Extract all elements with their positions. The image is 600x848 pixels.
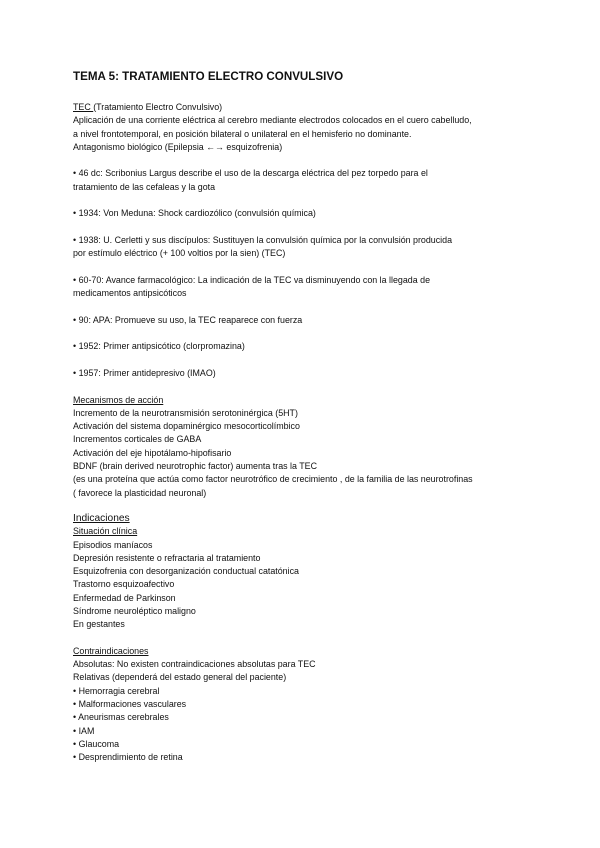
tec-definition-heading (73, 101, 543, 114)
history-item-cont: por estímulo eléctrico (+ 100 voltios por la sien) (TEC) (73, 248, 286, 259)
indication-item: Enfermedad de Parkinson (73, 592, 176, 603)
mechanisms-heading: Mecanismos de acción (73, 394, 164, 405)
mechanisms-section (73, 394, 543, 500)
mechanism-item: BDNF (brain derived neurotrophic factor) aumenta tras la TEC (73, 461, 318, 472)
indication-item: En gestantes (73, 619, 125, 630)
mechanism-item: Incremento de la neurotransmisión serotoninérgica (5HT) (73, 407, 298, 418)
tec-desc-line: Aplicación de una corriente eléctrica al cerebro mediante electrodos colocados en el cuero cabelludo, (73, 115, 472, 126)
history-item-cont: tratamiento de las cefaleas y la gota (73, 181, 216, 192)
contraindication-item: • IAM (73, 725, 95, 736)
indication-item: Esquizofrenia con desorganización conductual catatónica (73, 566, 299, 577)
contraindications-heading: Contraindicaciones (73, 645, 149, 656)
page-title: TEMA 5: TRATAMIENTO ELECTRO CONVULSIVO (73, 70, 344, 83)
mechanism-item: Incrementos corticales de GABA (73, 434, 202, 445)
history-item: • 1934: Von Meduna: Shock cardiozólico (convulsión química) (73, 208, 316, 219)
mechanism-item: (es una proteína que actúa como factor neurotrófico de crecimiento , de la familia de las neurotrofinas (73, 474, 473, 485)
mechanism-item: Activación del eje hipotálamo-hipofisario (73, 447, 232, 458)
tec-section (73, 101, 543, 154)
contraindications-relative: Relativas (dependerá del estado general del paciente) (73, 672, 287, 683)
indication-item: Depresión resistente o refractaria al tratamiento (73, 552, 261, 563)
contraindications-section (73, 645, 543, 765)
indication-item: Trastorno esquizoafectivo (73, 579, 175, 590)
mechanism-item: Activación del sistema dopaminérgico mesocorticolímbico (73, 421, 300, 432)
history-item: • 1952: Primer antipsicótico (clorpromazina) (73, 341, 245, 352)
tec-term-rest: (Tratamiento Electro Convulsivo) (93, 102, 223, 112)
contraindication-item: • Desprendimiento de retina (73, 752, 183, 763)
contraindications-absolute: Absolutas: No existen contraindicaciones absolutas para TEC (73, 659, 316, 670)
history-item: • 1938: U. Cerletti y sus discípulos: Sustituyen la convulsión química por la convulsión producida (73, 234, 453, 245)
indication-item: Síndrome neuroléptico maligno (73, 605, 196, 616)
history-item-cont: medicamentos antipsicóticos (73, 288, 187, 299)
document-page (73, 70, 543, 765)
contraindication-item: • Malformaciones vasculares (73, 699, 187, 710)
contraindication-item: • Glaucoma (73, 738, 120, 749)
history-item: • 60-70: Avance farmacológico: La indicación de la TEC va disminuyendo con la llegada de (73, 274, 431, 285)
history-section (73, 167, 543, 380)
history-item: • 1957: Primer antidepresivo (IMAO) (73, 367, 216, 378)
indication-item: Episodios maníacos (73, 539, 153, 550)
history-item: • 46 dc: Scribonius Largus describe el uso de la descarga eléctrica del pez torpedo para el (73, 168, 428, 179)
indications-section (73, 512, 543, 632)
contraindication-item: • Hemorragia cerebral (73, 685, 160, 696)
mechanism-item: ( favorece la plasticidad neuronal) (73, 487, 207, 498)
tec-desc-line: a nivel frontotemporal, en posición bilateral o unilateral en el hemisferio no dominante. (73, 128, 412, 139)
indications-subheading: Situación clínica (73, 526, 138, 537)
history-item: • 90: APA: Promueve su uso, la TEC reaparece con fuerza (73, 314, 303, 325)
tec-term: TEC (73, 102, 94, 112)
indications-heading: Indicaciones (73, 512, 130, 524)
contraindication-item: • Aneurismas cerebrales (73, 712, 169, 723)
tec-desc-line: Antagonismo biológico (Epilepsia ←→ esquizofrenia) (73, 141, 283, 152)
